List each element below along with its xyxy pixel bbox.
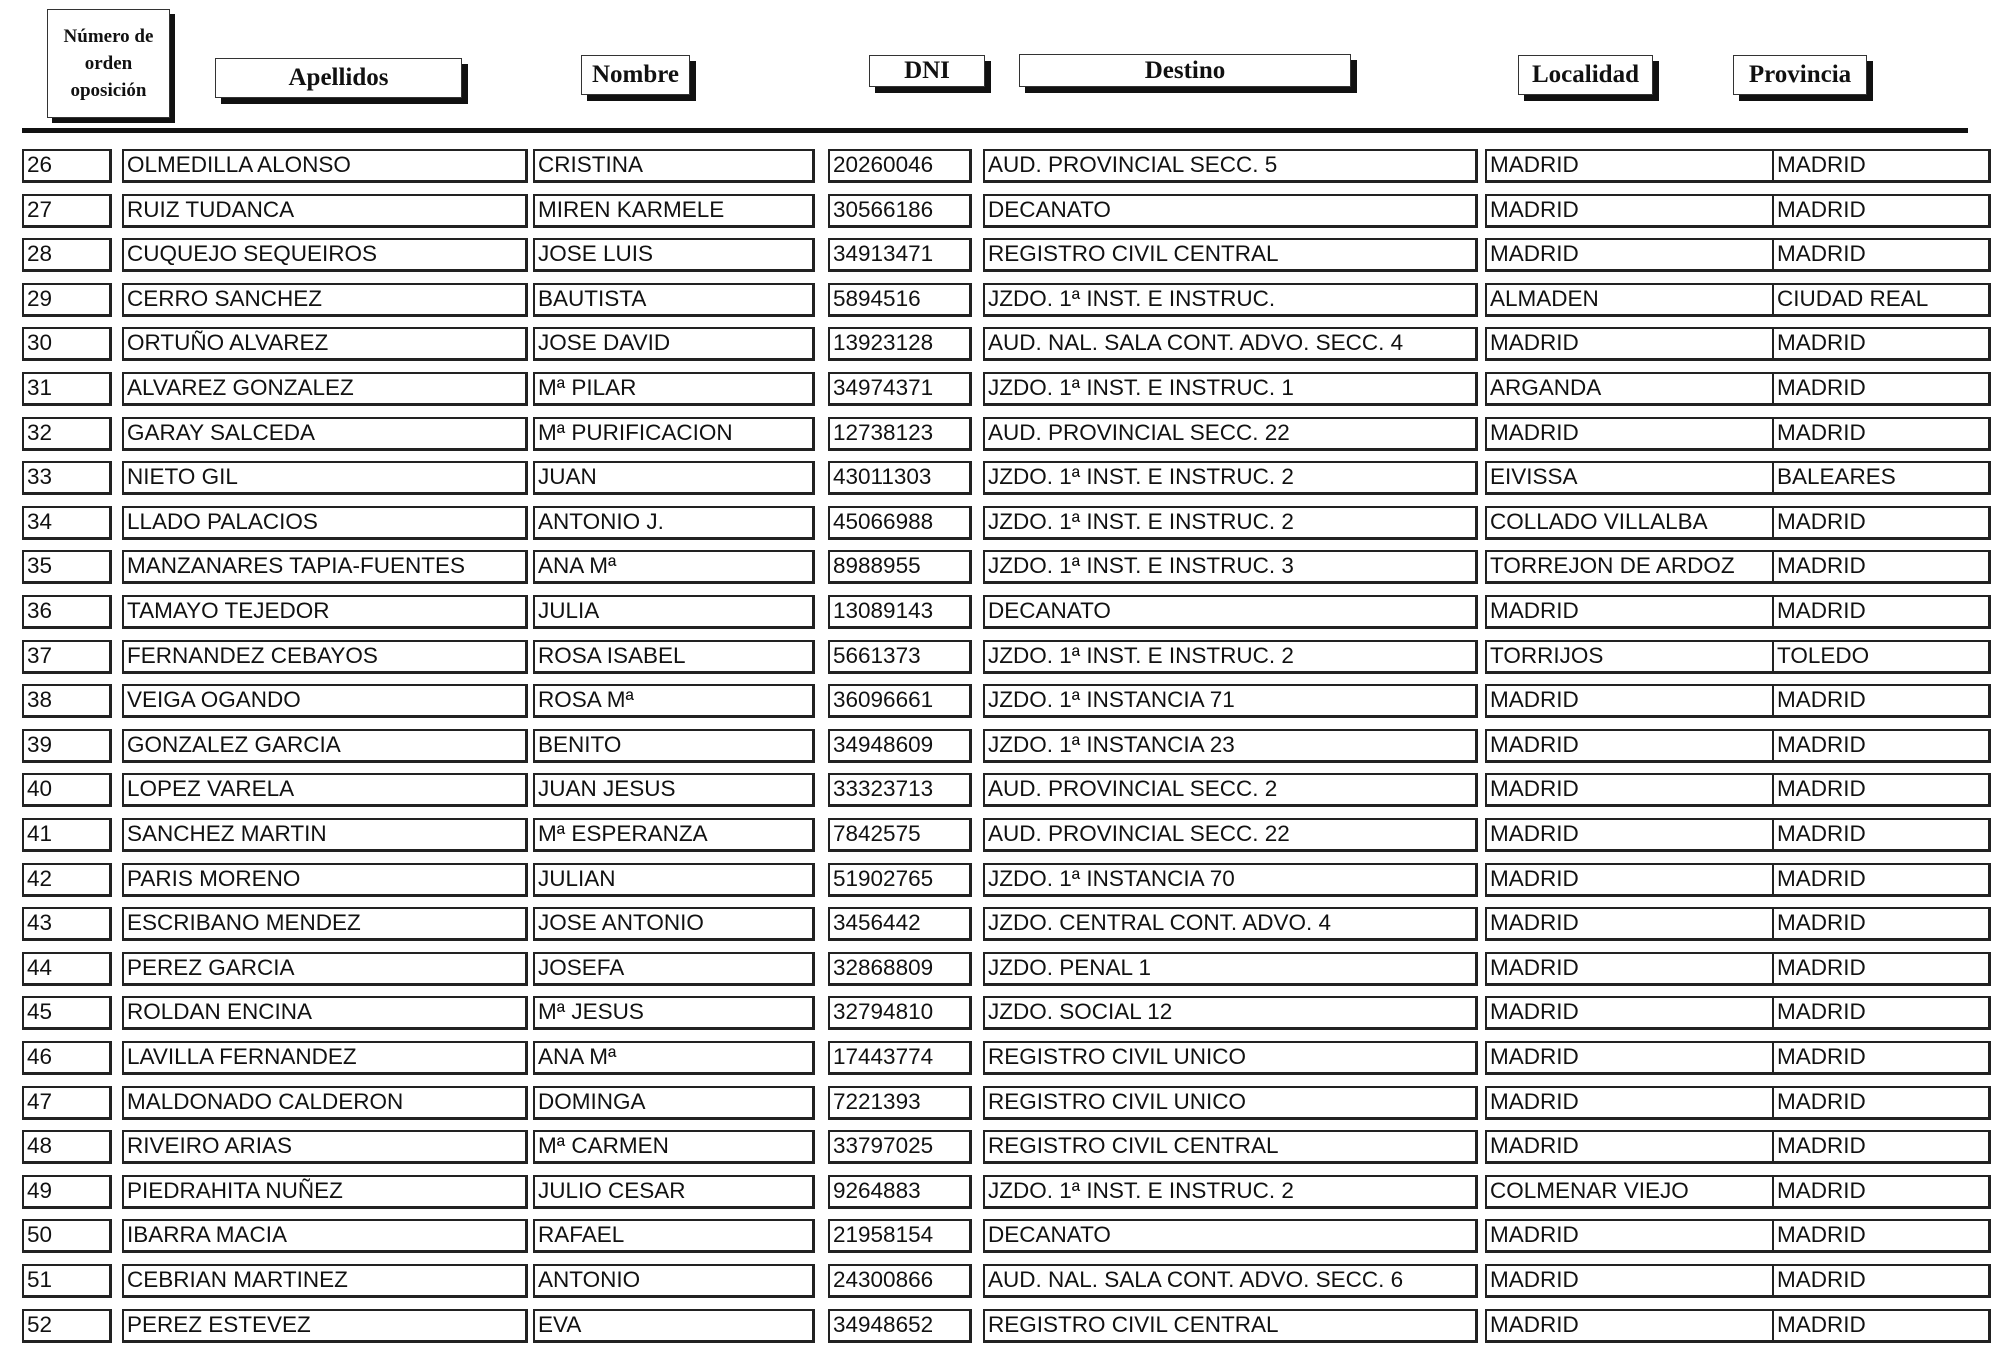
cell-provincia: MADRID	[1772, 952, 1991, 986]
cell-destino: JZDO. 1ª INST. E INSTRUC. 2	[983, 1175, 1478, 1209]
cell-numero: 37	[22, 640, 112, 674]
cell-apellidos: ORTUÑO ALVAREZ	[122, 327, 528, 361]
cell-localidad: MADRID	[1485, 684, 1775, 718]
cell-nombre: ANA Mª	[533, 550, 815, 584]
cell-localidad: MADRID	[1485, 149, 1775, 183]
cell-dni: 20260046	[828, 149, 972, 183]
cell-nombre: DOMINGA	[533, 1086, 815, 1120]
header-dni: DNI	[869, 55, 985, 87]
cell-apellidos: PIEDRAHITA NUÑEZ	[122, 1175, 528, 1209]
cell-localidad: MADRID	[1485, 1309, 1775, 1343]
cell-nombre: ROSA ISABEL	[533, 640, 815, 674]
cell-provincia: MADRID	[1772, 194, 1991, 228]
cell-numero: 38	[22, 684, 112, 718]
cell-dni: 9264883	[828, 1175, 972, 1209]
cell-apellidos: MANZANARES TAPIA-FUENTES	[122, 550, 528, 584]
cell-destino: AUD. NAL. SALA CONT. ADVO. SECC. 6	[983, 1264, 1478, 1298]
cell-numero: 30	[22, 327, 112, 361]
cell-destino: JZDO. 1ª INST. E INSTRUC. 2	[983, 461, 1478, 495]
cell-apellidos: ROLDAN ENCINA	[122, 996, 528, 1030]
cell-dni: 21958154	[828, 1219, 972, 1253]
cell-dni: 34974371	[828, 372, 972, 406]
cell-apellidos: ALVAREZ GONZALEZ	[122, 372, 528, 406]
cell-numero: 44	[22, 952, 112, 986]
cell-nombre: Mª CARMEN	[533, 1130, 815, 1164]
cell-dni: 45066988	[828, 506, 972, 540]
cell-apellidos: GONZALEZ GARCIA	[122, 729, 528, 763]
cell-dni: 12738123	[828, 417, 972, 451]
cell-numero: 31	[22, 372, 112, 406]
cell-destino: AUD. PROVINCIAL SECC. 2	[983, 773, 1478, 807]
cell-apellidos: VEIGA OGANDO	[122, 684, 528, 718]
cell-numero: 35	[22, 550, 112, 584]
cell-nombre: RAFAEL	[533, 1219, 815, 1253]
cell-provincia: MADRID	[1772, 863, 1991, 897]
cell-destino: JZDO. CENTRAL CONT. ADVO. 4	[983, 907, 1478, 941]
cell-dni: 33323713	[828, 773, 972, 807]
cell-localidad: MADRID	[1485, 238, 1775, 272]
cell-provincia: TOLEDO	[1772, 640, 1991, 674]
cell-apellidos: GARAY SALCEDA	[122, 417, 528, 451]
cell-dni: 3456442	[828, 907, 972, 941]
cell-localidad: MADRID	[1485, 818, 1775, 852]
cell-dni: 33797025	[828, 1130, 972, 1164]
cell-destino: DECANATO	[983, 194, 1478, 228]
header-localidad: Localidad	[1518, 55, 1653, 95]
cell-numero: 50	[22, 1219, 112, 1253]
cell-dni: 30566186	[828, 194, 972, 228]
cell-dni: 7842575	[828, 818, 972, 852]
cell-nombre: EVA	[533, 1309, 815, 1343]
cell-apellidos: CERRO SANCHEZ	[122, 283, 528, 317]
cell-dni: 5894516	[828, 283, 972, 317]
cell-localidad: MADRID	[1485, 194, 1775, 228]
cell-numero: 26	[22, 149, 112, 183]
cell-nombre: Mª PURIFICACION	[533, 417, 815, 451]
cell-localidad: MADRID	[1485, 907, 1775, 941]
cell-destino: JZDO. 1ª INST. E INSTRUC.	[983, 283, 1478, 317]
cell-destino: AUD. PROVINCIAL SECC. 5	[983, 149, 1478, 183]
cell-nombre: Mª JESUS	[533, 996, 815, 1030]
cell-apellidos: PEREZ ESTEVEZ	[122, 1309, 528, 1343]
cell-apellidos: NIETO GIL	[122, 461, 528, 495]
cell-dni: 43011303	[828, 461, 972, 495]
header-numero-orden: Número de orden oposición	[47, 9, 170, 118]
cell-dni: 13923128	[828, 327, 972, 361]
cell-provincia: MADRID	[1772, 1086, 1991, 1120]
cell-dni: 32794810	[828, 996, 972, 1030]
cell-destino: JZDO. 1ª INSTANCIA 70	[983, 863, 1478, 897]
cell-localidad: MADRID	[1485, 595, 1775, 629]
cell-provincia: MADRID	[1772, 550, 1991, 584]
cell-destino: AUD. NAL. SALA CONT. ADVO. SECC. 4	[983, 327, 1478, 361]
cell-provincia: MADRID	[1772, 1309, 1991, 1343]
cell-apellidos: PEREZ GARCIA	[122, 952, 528, 986]
cell-nombre: ANTONIO	[533, 1264, 815, 1298]
cell-nombre: BAUTISTA	[533, 283, 815, 317]
cell-nombre: Mª PILAR	[533, 372, 815, 406]
cell-localidad: TORRIJOS	[1485, 640, 1775, 674]
cell-destino: JZDO. 1ª INST. E INSTRUC. 3	[983, 550, 1478, 584]
cell-provincia: MADRID	[1772, 773, 1991, 807]
cell-numero: 28	[22, 238, 112, 272]
cell-provincia: MADRID	[1772, 327, 1991, 361]
cell-localidad: ALMADEN	[1485, 283, 1775, 317]
cell-nombre: JOSE ANTONIO	[533, 907, 815, 941]
cell-provincia: MADRID	[1772, 595, 1991, 629]
cell-localidad: MADRID	[1485, 327, 1775, 361]
cell-apellidos: LAVILLA FERNANDEZ	[122, 1041, 528, 1075]
cell-localidad: MADRID	[1485, 773, 1775, 807]
cell-apellidos: MALDONADO CALDERON	[122, 1086, 528, 1120]
cell-provincia: MADRID	[1772, 729, 1991, 763]
cell-nombre: Mª ESPERANZA	[533, 818, 815, 852]
cell-provincia: MADRID	[1772, 1219, 1991, 1253]
cell-localidad: TORREJON DE ARDOZ	[1485, 550, 1775, 584]
cell-nombre: JOSE LUIS	[533, 238, 815, 272]
cell-localidad: MADRID	[1485, 1086, 1775, 1120]
cell-apellidos: TAMAYO TEJEDOR	[122, 595, 528, 629]
cell-provincia: MADRID	[1772, 238, 1991, 272]
cell-nombre: JULIA	[533, 595, 815, 629]
cell-provincia: MADRID	[1772, 1041, 1991, 1075]
cell-localidad: MADRID	[1485, 1041, 1775, 1075]
cell-numero: 48	[22, 1130, 112, 1164]
cell-destino: REGISTRO CIVIL CENTRAL	[983, 1130, 1478, 1164]
cell-localidad: MADRID	[1485, 863, 1775, 897]
header-provincia: Provincia	[1733, 55, 1867, 95]
cell-numero: 40	[22, 773, 112, 807]
cell-destino: REGISTRO CIVIL CENTRAL	[983, 238, 1478, 272]
cell-numero: 32	[22, 417, 112, 451]
cell-localidad: MADRID	[1485, 729, 1775, 763]
cell-apellidos: ESCRIBANO MENDEZ	[122, 907, 528, 941]
cell-apellidos: PARIS MORENO	[122, 863, 528, 897]
cell-apellidos: RUIZ TUDANCA	[122, 194, 528, 228]
cell-numero: 43	[22, 907, 112, 941]
header-destino: Destino	[1019, 54, 1351, 87]
cell-localidad: COLLADO VILLALBA	[1485, 506, 1775, 540]
cell-provincia: BALEARES	[1772, 461, 1991, 495]
cell-provincia: MADRID	[1772, 907, 1991, 941]
cell-nombre: JUAN	[533, 461, 815, 495]
cell-numero: 41	[22, 818, 112, 852]
cell-nombre: JOSE DAVID	[533, 327, 815, 361]
cell-destino: DECANATO	[983, 595, 1478, 629]
header-divider	[22, 128, 1968, 133]
cell-nombre: CRISTINA	[533, 149, 815, 183]
cell-provincia: MADRID	[1772, 818, 1991, 852]
cell-destino: DECANATO	[983, 1219, 1478, 1253]
cell-destino: JZDO. 1ª INSTANCIA 23	[983, 729, 1478, 763]
cell-destino: JZDO. SOCIAL 12	[983, 996, 1478, 1030]
cell-numero: 29	[22, 283, 112, 317]
header-apellidos: Apellidos	[215, 58, 462, 98]
cell-nombre: BENITO	[533, 729, 815, 763]
cell-dni: 34948652	[828, 1309, 972, 1343]
cell-provincia: MADRID	[1772, 372, 1991, 406]
cell-numero: 27	[22, 194, 112, 228]
cell-apellidos: FERNANDEZ CEBAYOS	[122, 640, 528, 674]
cell-apellidos: SANCHEZ MARTIN	[122, 818, 528, 852]
cell-numero: 52	[22, 1309, 112, 1343]
cell-destino: JZDO. PENAL 1	[983, 952, 1478, 986]
cell-nombre: ANTONIO J.	[533, 506, 815, 540]
cell-dni: 13089143	[828, 595, 972, 629]
cell-destino: AUD. PROVINCIAL SECC. 22	[983, 818, 1478, 852]
cell-localidad: MADRID	[1485, 952, 1775, 986]
cell-dni: 36096661	[828, 684, 972, 718]
cell-destino: REGISTRO CIVIL UNICO	[983, 1086, 1478, 1120]
cell-localidad: COLMENAR VIEJO	[1485, 1175, 1775, 1209]
cell-destino: JZDO. 1ª INST. E INSTRUC. 2	[983, 640, 1478, 674]
cell-provincia: CIUDAD REAL	[1772, 283, 1991, 317]
cell-localidad: MADRID	[1485, 1219, 1775, 1253]
cell-destino: JZDO. 1ª INST. E INSTRUC. 1	[983, 372, 1478, 406]
cell-nombre: JUAN JESUS	[533, 773, 815, 807]
cell-numero: 34	[22, 506, 112, 540]
cell-localidad: ARGANDA	[1485, 372, 1775, 406]
cell-nombre: JOSEFA	[533, 952, 815, 986]
cell-destino: JZDO. 1ª INST. E INSTRUC. 2	[983, 506, 1478, 540]
cell-localidad: MADRID	[1485, 417, 1775, 451]
cell-numero: 45	[22, 996, 112, 1030]
cell-dni: 8988955	[828, 550, 972, 584]
cell-dni: 32868809	[828, 952, 972, 986]
cell-apellidos: RIVEIRO ARIAS	[122, 1130, 528, 1164]
cell-dni: 5661373	[828, 640, 972, 674]
cell-localidad: MADRID	[1485, 1130, 1775, 1164]
cell-provincia: MADRID	[1772, 506, 1991, 540]
header-nombre: Nombre	[581, 55, 690, 95]
cell-localidad: MADRID	[1485, 996, 1775, 1030]
cell-numero: 33	[22, 461, 112, 495]
cell-dni: 51902765	[828, 863, 972, 897]
cell-numero: 42	[22, 863, 112, 897]
cell-destino: JZDO. 1ª INSTANCIA 71	[983, 684, 1478, 718]
cell-provincia: MADRID	[1772, 1130, 1991, 1164]
cell-destino: AUD. PROVINCIAL SECC. 22	[983, 417, 1478, 451]
cell-numero: 47	[22, 1086, 112, 1120]
cell-provincia: MADRID	[1772, 684, 1991, 718]
cell-numero: 36	[22, 595, 112, 629]
cell-numero: 46	[22, 1041, 112, 1075]
cell-localidad: EIVISSA	[1485, 461, 1775, 495]
cell-dni: 24300866	[828, 1264, 972, 1298]
cell-dni: 34913471	[828, 238, 972, 272]
cell-apellidos: CEBRIAN MARTINEZ	[122, 1264, 528, 1298]
cell-dni: 17443774	[828, 1041, 972, 1075]
cell-numero: 39	[22, 729, 112, 763]
cell-nombre: JULIAN	[533, 863, 815, 897]
cell-provincia: MADRID	[1772, 996, 1991, 1030]
cell-destino: REGISTRO CIVIL CENTRAL	[983, 1309, 1478, 1343]
cell-destino: REGISTRO CIVIL UNICO	[983, 1041, 1478, 1075]
cell-apellidos: LLADO PALACIOS	[122, 506, 528, 540]
cell-apellidos: IBARRA MACIA	[122, 1219, 528, 1253]
cell-nombre: ANA Mª	[533, 1041, 815, 1075]
cell-nombre: JULIO CESAR	[533, 1175, 815, 1209]
cell-dni: 7221393	[828, 1086, 972, 1120]
cell-provincia: MADRID	[1772, 1175, 1991, 1209]
cell-nombre: ROSA Mª	[533, 684, 815, 718]
cell-apellidos: CUQUEJO SEQUEIROS	[122, 238, 528, 272]
cell-nombre: MIREN KARMELE	[533, 194, 815, 228]
cell-numero: 51	[22, 1264, 112, 1298]
cell-apellidos: LOPEZ VARELA	[122, 773, 528, 807]
cell-provincia: MADRID	[1772, 149, 1991, 183]
cell-apellidos: OLMEDILLA ALONSO	[122, 149, 528, 183]
cell-provincia: MADRID	[1772, 1264, 1991, 1298]
cell-localidad: MADRID	[1485, 1264, 1775, 1298]
cell-provincia: MADRID	[1772, 417, 1991, 451]
cell-numero: 49	[22, 1175, 112, 1209]
cell-dni: 34948609	[828, 729, 972, 763]
